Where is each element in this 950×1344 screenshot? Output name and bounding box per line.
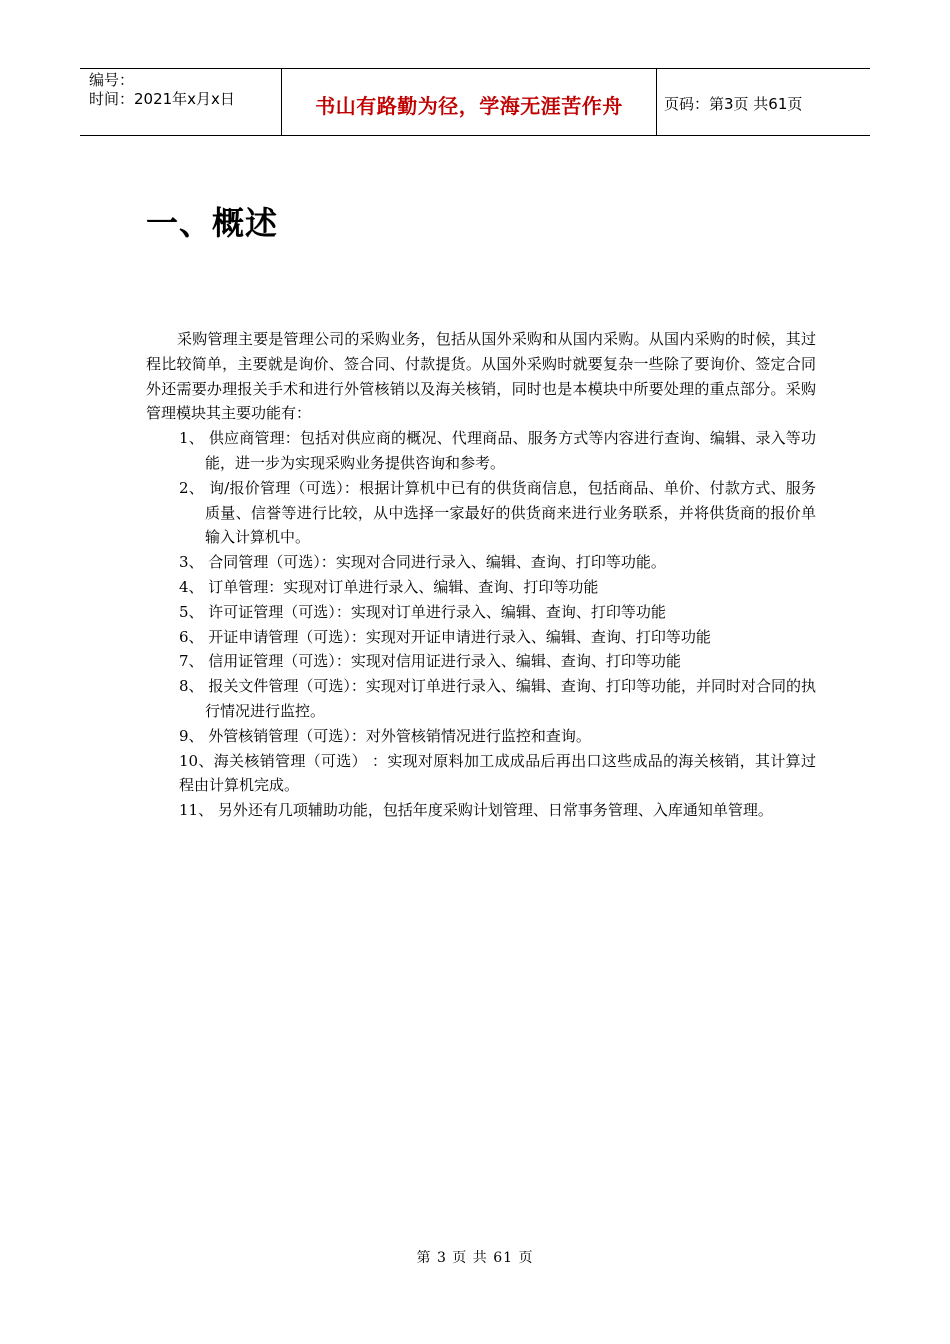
list-item: 7、 信用证管理（可选）：实现对信用证进行录入、编辑、查询、打印等功能 <box>179 652 681 671</box>
header-page-info: 页码：第3页 共61页 <box>664 95 803 113</box>
intro-paragraph: 采购管理主要是管理公司的采购业务，包括从国外采购和从国内采购。从国内采购的时候，其过程比较简单，主要就是询价、签合同、付款提货。从国外采购时就要复杂一些除了要询价、签定合同外还需要办理报关手术和进行外管核销以及海关核销，同时也是本模块中所要处理的重点部分。采购管理模块其主要功能有： <box>146 330 816 423</box>
list-item: 9、 外管核销管理（可选）：对外管核销情况进行监控和查询。 <box>179 726 591 745</box>
header-meta <box>80 69 282 135</box>
feature-list <box>146 426 816 823</box>
list-item: 6、 开证申请管理（可选）：实现对开证申请进行录入、编辑、查询、打印等功能 <box>179 627 711 646</box>
page-footer: 第 3 页 共 61 页 <box>416 1250 534 1266</box>
document-time-label: 时间：2021年x月x日 <box>89 90 235 108</box>
list-item: 1、 供应商管理：包括对供应商的概况、代理商品、服务方式等内容进行查询、编辑、录入等功能，进一步为实现采购业务提供咨询和参考。 <box>179 429 816 472</box>
document-code-label: 编号： <box>89 71 135 89</box>
list-item: 5、 许可证管理（可选）：实现对订单进行录入、编辑、查询、打印等功能 <box>179 602 666 621</box>
list-item: 2、 询/报价管理（可选）：根据计算机中已有的供货商信息，包括商品、单价、付款方式、服务质量、信誉等进行比较，从中选择一家最好的供货商来进行业务联系，并将供货商的报价单输入计算机中。 <box>179 478 816 547</box>
list-item: 11、 另外还有几项辅助功能，包括年度采购计划管理、日常事务管理、入库通知单管理。 <box>179 801 773 820</box>
list-item: 4、 订单管理：实现对订单进行录入、编辑、查询、打印等功能 <box>179 577 599 596</box>
document-body <box>146 327 816 823</box>
list-item: 3、 合同管理（可选）：实现对合同进行录入、编辑、查询、打印等功能。 <box>179 553 666 572</box>
list-item: 10、海关核销管理（可选） ：实现对原料加工成成品后再出口这些成品的海关核销，其计算过程由计算机完成。 <box>179 751 816 795</box>
list-item: 8、 报关文件管理（可选）：实现对订单进行录入、编辑、查询、打印等功能，并同时对合同的执行情况进行监控。 <box>179 677 816 720</box>
page-header <box>80 68 870 136</box>
header-motto: 书山有路勤为径，学海无涯苦作舟 <box>282 69 657 135</box>
section-title: 一、概述 <box>146 204 279 242</box>
